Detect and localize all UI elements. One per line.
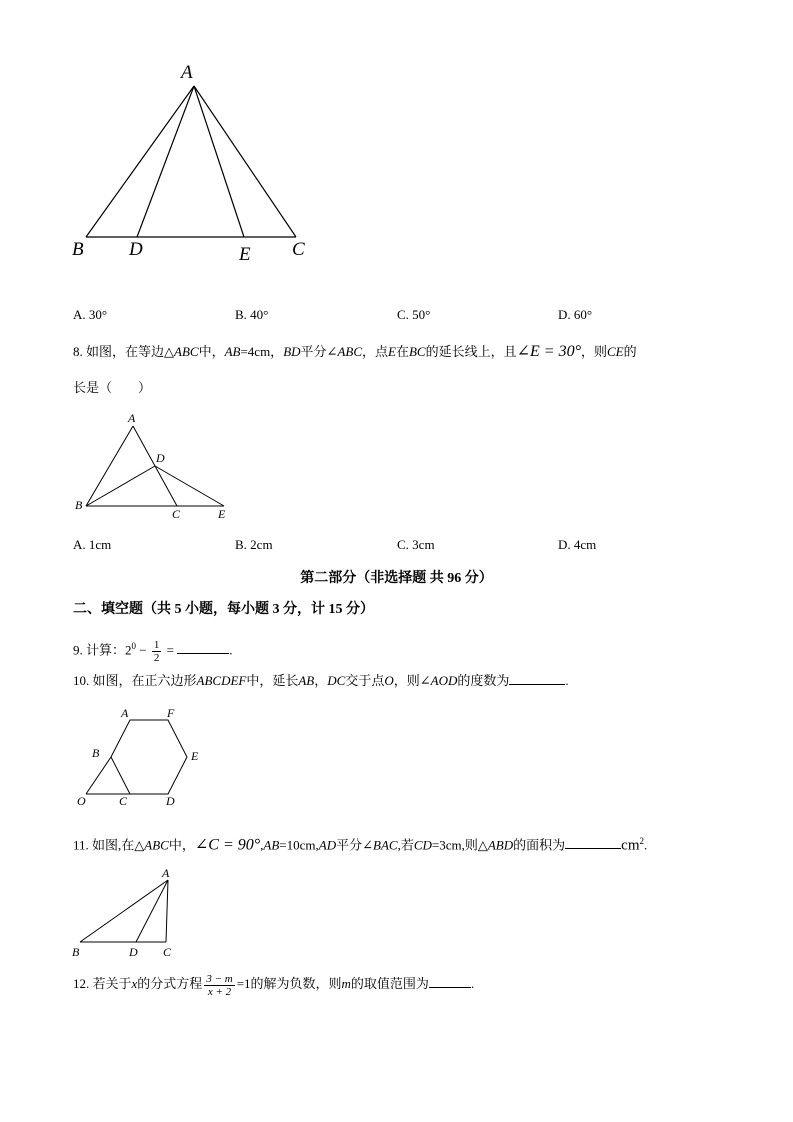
q11-var: AB xyxy=(263,837,280,853)
q8-option-c: C. 3cm xyxy=(397,537,435,552)
q8-question-line2: 长是（ ） xyxy=(73,380,152,395)
fig8-label-a: A xyxy=(128,411,136,425)
q7-option-a: A. 30° xyxy=(73,307,108,322)
q12-text: =1的解为负数，则 xyxy=(236,976,342,991)
q8-text: 在 xyxy=(395,344,409,359)
q12-text: 的取值范围为 xyxy=(350,976,429,991)
q8-text: ，点 xyxy=(362,344,389,359)
q10-var: ABCDEF xyxy=(196,673,247,688)
q10-text: 交于点 xyxy=(345,673,385,688)
q9-text: 9. 计算： xyxy=(73,642,126,658)
fig11-label-d: D xyxy=(129,945,138,959)
q8-angle-expression: ∠E = 30° xyxy=(516,343,581,360)
fig8-label-c: C xyxy=(172,507,181,521)
q11-text: 的面积为 xyxy=(513,837,566,853)
q11-text: 如图,在△ xyxy=(92,837,145,853)
part2-title: 第二部分（非选择题 共 96 分） xyxy=(300,571,493,586)
fig7-label-d: D xyxy=(129,239,143,260)
q8-text: 的延长线上，且 xyxy=(425,344,517,359)
q8-var: BC xyxy=(408,344,426,359)
q8-text: 的 xyxy=(623,344,637,359)
q12-number: 12. xyxy=(73,976,90,991)
q10-var: AOD xyxy=(430,673,458,688)
q11-end: . xyxy=(643,837,648,853)
q9-base: 2 xyxy=(125,642,132,658)
q8-text: ，则 xyxy=(581,344,608,359)
q9-equals: = xyxy=(166,642,174,658)
q10-text: 中，延长 xyxy=(246,673,299,688)
fig11-label-a: A xyxy=(162,866,170,880)
section2-title: 二、填空题（共 5 小题，每小题 3 分，计 15 分） xyxy=(73,602,374,617)
q10-var: DC xyxy=(327,673,346,688)
q12-var: m xyxy=(341,976,351,991)
fig11-label-c: C xyxy=(163,945,172,959)
q8-var: ABC xyxy=(174,344,199,359)
q7-option-b: B. 40° xyxy=(235,307,269,322)
q11-var: ABC xyxy=(144,837,169,853)
fig10-label-f: F xyxy=(167,706,175,720)
q10-text: ，则∠ xyxy=(393,673,431,688)
q8-var: ABC xyxy=(337,344,362,359)
q9-fraction-num: 1 xyxy=(153,638,160,651)
fig10-label-a: A xyxy=(121,706,129,720)
q10-end: . xyxy=(565,673,569,688)
fig10-label-d: D xyxy=(166,794,175,808)
q8-option-b: B. 2cm xyxy=(235,537,273,552)
q8-text: =4cm， xyxy=(240,344,284,359)
q12-answer-blank[interactable] xyxy=(429,975,471,988)
q10-var: O xyxy=(384,673,394,688)
q11-text: ,若 xyxy=(397,837,414,853)
q11-unit-exponent: 2 xyxy=(639,836,644,846)
fig8-label-e: E xyxy=(218,507,226,521)
q8-var: AB xyxy=(224,344,241,359)
q11-text: =10cm, xyxy=(279,837,319,853)
q12-var: x xyxy=(131,976,138,991)
fig8-label-b: B xyxy=(75,498,83,512)
q12-end: . xyxy=(470,976,475,991)
q12-fraction-num: 3 − m xyxy=(206,972,233,985)
q12-text: 若关于 xyxy=(92,976,132,991)
q10-number: 10. xyxy=(73,673,90,688)
q8-var: BD xyxy=(283,344,301,359)
q10-text: 的度数为 xyxy=(457,673,510,688)
q11-text: =3cm,则△ xyxy=(431,837,488,853)
fig7-label-e: E xyxy=(239,244,251,265)
q9-fraction-den: 2 xyxy=(153,651,160,664)
q11-text: 中， xyxy=(168,837,195,853)
q7-option-c: C. 50° xyxy=(397,307,431,322)
q11-number: 11. xyxy=(73,837,89,853)
fig11-label-b: B xyxy=(72,945,80,959)
q12-fraction xyxy=(204,973,234,998)
q9-exponent: 0 xyxy=(131,641,137,651)
fig7-label-b: B xyxy=(72,239,84,260)
fig10-label-o: O xyxy=(77,794,86,808)
q10-text: ， xyxy=(314,673,328,688)
q8-option-d: D. 4cm xyxy=(558,537,597,552)
fig10-label-c: C xyxy=(119,794,128,808)
q8-var: CE xyxy=(607,344,624,359)
q9-minus: − xyxy=(139,642,147,658)
q10-var: AB xyxy=(298,673,315,688)
fig8-label-d: D xyxy=(156,451,165,465)
q8-text: 中， xyxy=(198,344,225,359)
q11-angle-expression: ∠C = 90° xyxy=(194,836,261,854)
fig10-label-b: B xyxy=(92,746,100,760)
q12-question xyxy=(73,970,474,998)
q8-text: 如图，在等边△ xyxy=(86,344,174,359)
q11-text: 平分∠ xyxy=(336,837,373,853)
q11-var: BAC xyxy=(373,837,398,853)
q11-var: ABD xyxy=(487,837,514,853)
q8-var: E xyxy=(388,344,396,359)
fig10-label-e: E xyxy=(191,749,199,763)
fig7-label-c: C xyxy=(292,239,305,260)
q11-var: CD xyxy=(413,837,432,853)
q8-number: 8. xyxy=(73,344,83,359)
q8-text: 平分∠ xyxy=(300,344,338,359)
q12-text: 的分式方程 xyxy=(137,976,203,991)
q11-text: , xyxy=(260,837,264,853)
q7-option-d: D. 60° xyxy=(558,307,593,322)
fig7-label-a: A xyxy=(181,62,193,83)
q11-unit: cm xyxy=(621,837,640,854)
q12-fraction-den: x + 2 xyxy=(207,985,232,998)
q8-option-a: A. 1cm xyxy=(73,537,112,552)
q11-var: AD xyxy=(318,837,337,853)
q10-text: 如图，在正六边形 xyxy=(92,673,197,688)
q9-end: . xyxy=(229,642,233,658)
